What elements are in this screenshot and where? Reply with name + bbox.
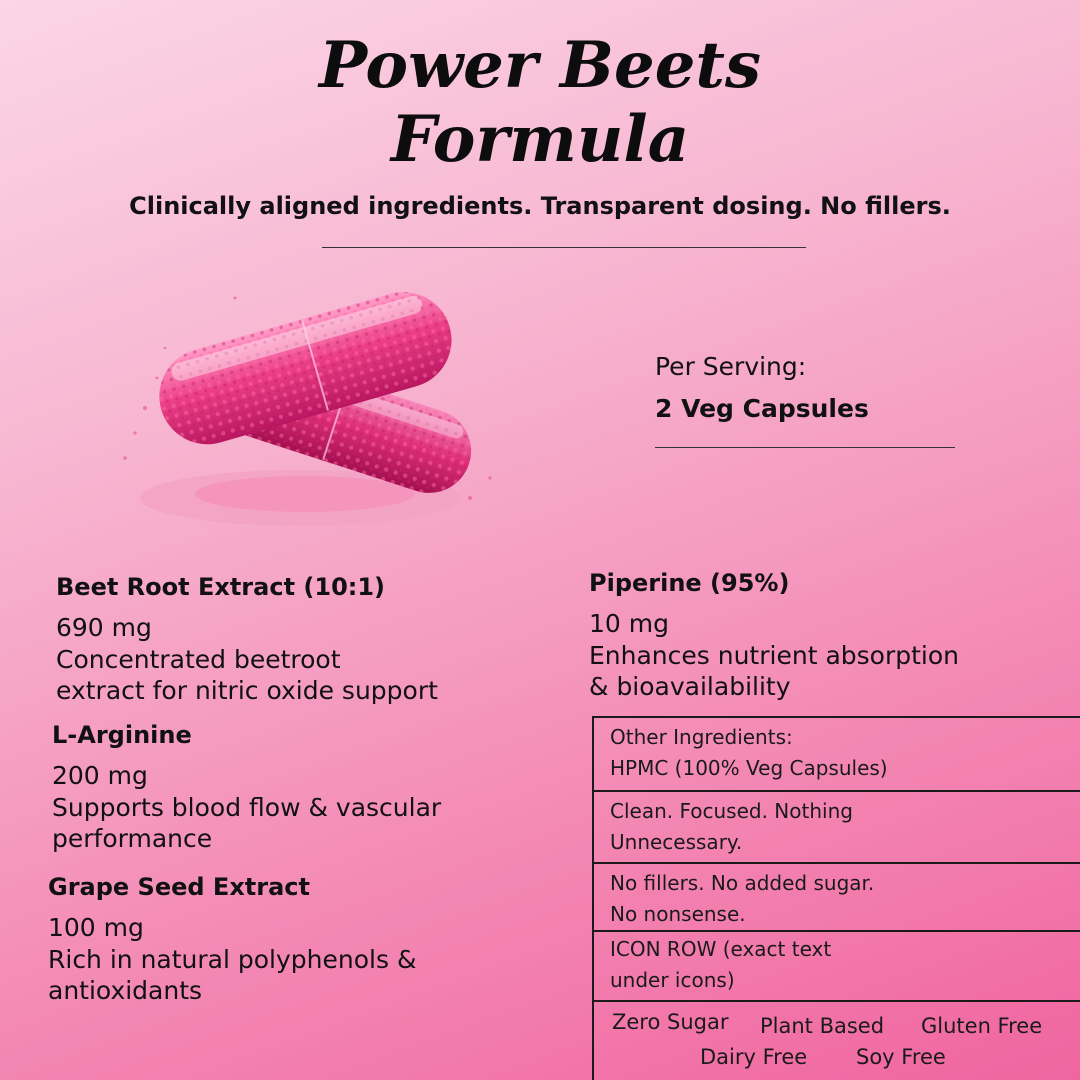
pink-capsules-image: [95, 258, 515, 548]
ingredient-dose: 10 mg: [589, 609, 669, 638]
ingredient-grape-seed: [48, 870, 416, 1006]
ingredient-dose: 690 mg: [56, 613, 152, 642]
panel-text: No fillers. No added sugar.: [610, 871, 875, 895]
badge-zero-sugar: Zero Sugar: [612, 1010, 729, 1034]
ingredient-name: Beet Root Extract (10:1): [56, 573, 386, 601]
ingredient-desc: & bioavailability: [589, 672, 791, 701]
panel-row-clean: [594, 792, 1080, 864]
ingredient-l-arginine: [52, 718, 441, 854]
page-subtitle: Clinically aligned ingredients. Transparent dosing. No fillers.: [129, 192, 951, 220]
page-title-line-1: Power Beets: [318, 28, 762, 103]
ingredient-name: Grape Seed Extract: [48, 873, 310, 901]
ingredient-dose: 200 mg: [52, 761, 148, 790]
ingredient-name: Piperine (95%): [589, 569, 790, 597]
ingredient-desc: performance: [52, 824, 213, 853]
panel-text: Clean. Focused. Nothing: [610, 799, 853, 823]
panel-text: under icons): [610, 968, 735, 992]
panel-text: ICON ROW (exact text: [610, 937, 832, 961]
panel-text: HPMC (100% Veg Capsules): [610, 756, 888, 780]
page-title-line-2: Formula: [390, 102, 690, 177]
badge-dairy-free: Dairy Free: [700, 1045, 808, 1069]
per-serving-label: Per Serving:: [655, 352, 807, 381]
ingredient-piperine: [589, 566, 959, 702]
panel-row-icon-row-note: [594, 932, 1080, 1002]
ingredient-desc: Enhances nutrient absorption: [589, 641, 959, 670]
panel-text: Other Ingredients:: [610, 725, 793, 749]
info-panel: [592, 716, 1080, 1080]
ingredient-beet-root: [56, 570, 438, 706]
ingredient-desc: antioxidants: [48, 976, 203, 1005]
ingredient-desc: Concentrated beetroot: [56, 645, 341, 674]
panel-text: Unnecessary.: [610, 830, 743, 854]
badge-plant-based: Plant Based: [760, 1014, 885, 1038]
ingredient-desc: Supports blood flow & vascular: [52, 793, 442, 822]
ingredient-dose: 100 mg: [48, 913, 144, 942]
badge-soy-free: Soy Free: [856, 1045, 946, 1069]
ingredient-desc: Rich in natural polyphenols &: [48, 945, 417, 974]
panel-text: No nonsense.: [610, 902, 746, 926]
serving-divider: [655, 447, 955, 448]
ingredient-desc: extract for nitric oxide support: [56, 676, 438, 705]
panel-row-no-fillers: [594, 864, 1080, 932]
per-serving-value: 2 Veg Capsules: [655, 394, 869, 423]
panel-row-other-ingredients: [594, 722, 1080, 792]
header-divider: [322, 247, 806, 248]
badge-gluten-free: Gluten Free: [921, 1014, 1043, 1038]
ingredient-name: L-Arginine: [52, 721, 192, 749]
